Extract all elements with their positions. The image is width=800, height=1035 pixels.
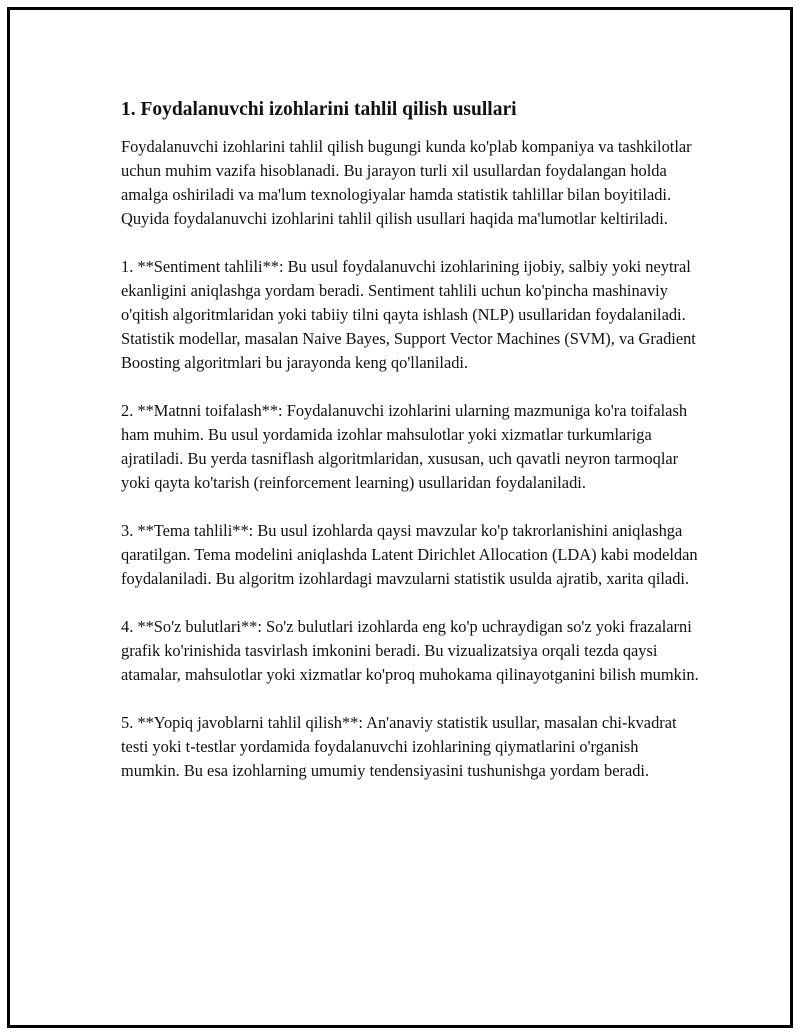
paragraph-closed-answers: 5. **Yopiq javoblarni tahlil qilish**: An'anaviy statistik usullar, masalan chi-kvadrat testi yoki t-testlar yordamida foydalanuvchi izohlarining qiymatlarini o'rganish mumkin. Bu esa izohlarning umumiy tendensiyasini tushunishga yordam beradi. bbox=[121, 713, 681, 780]
page-frame bbox=[7, 7, 793, 1028]
paragraph-sentiment-analysis: 1. **Sentiment tahlili**: Bu usul foydalanuvchi izohlarining ijobiy, salbiy yoki neytral ekanligini aniqlashga yordam beradi. Sentiment tahlili uchun ko'pincha mashinaviy o'qitish algoritmlaridan yoki tabiiy tilni qayta ishlash (NLP) usullaridan foydalaniladi. Statistik modellar, masalan Naive Bayes, Support Vector Machines (SVM), va Gradient Boosting algoritmlari bu jarayonda keng qo'llaniladi. bbox=[121, 257, 700, 372]
paragraph-word-clouds: 4. **So'z bulutlari**: So'z bulutlari izohlarda eng ko'p uchraydigan so'z yoki frazalarni grafik ko'rinishida tasvirlash imkonini beradi. Bu vizualizatsiya orqali tezda qaysi atamalar, mahsulotlar yoki xizmatlar ko'proq muhokama qilinayotganini bilish mumkin. bbox=[121, 617, 699, 684]
document-title: 1. Foydalanuvchi izohlarini tahlil qilish usullari bbox=[121, 99, 517, 120]
paragraph-text-classification: 2. **Matnni toifalash**: Foydalanuvchi izohlarini ularning mazmuniga ko'ra toifalash ham muhim. Bu usul yordamida izohlar mahsulotlar yoki xizmatlar turkumlariga ajratiladi. Bu yerda tasniflash algoritmlaridan, xususan, uch qavatli neyron tarmoqlar yoki qayta ko'tarish (reinforcement learning) usullaridan foydalaniladi. bbox=[121, 401, 692, 492]
intro-paragraph: Foydalanuvchi izohlarini tahlil qilish bugungi kunda ko'plab kompaniya va tashkilotlar uchun muhim vazifa hisoblanadi. Bu jarayon turli xil usullardan foydalangan holda amalga oshiriladi va ma'lum texnologiyalar hamda statistik tahlillar bilan boyitiladi. Quyida foydalanuvchi izohlarini tahlil qilish usullari haqida ma'lumotlar keltiriladi. bbox=[121, 137, 696, 228]
paragraph-topic-analysis: 3. **Tema tahlili**: Bu usul izohlarda qaysi mavzular ko'p takrorlanishini aniqlashga qaratilgan. Tema modelini aniqlashda Latent Dirichlet Allocation (LDA) kabi modeldan foydalaniladi. Bu algoritm izohlardagi mavzularni statistik usulda ajratib, xarita qiladi. bbox=[121, 521, 702, 588]
document-body bbox=[121, 95, 701, 807]
